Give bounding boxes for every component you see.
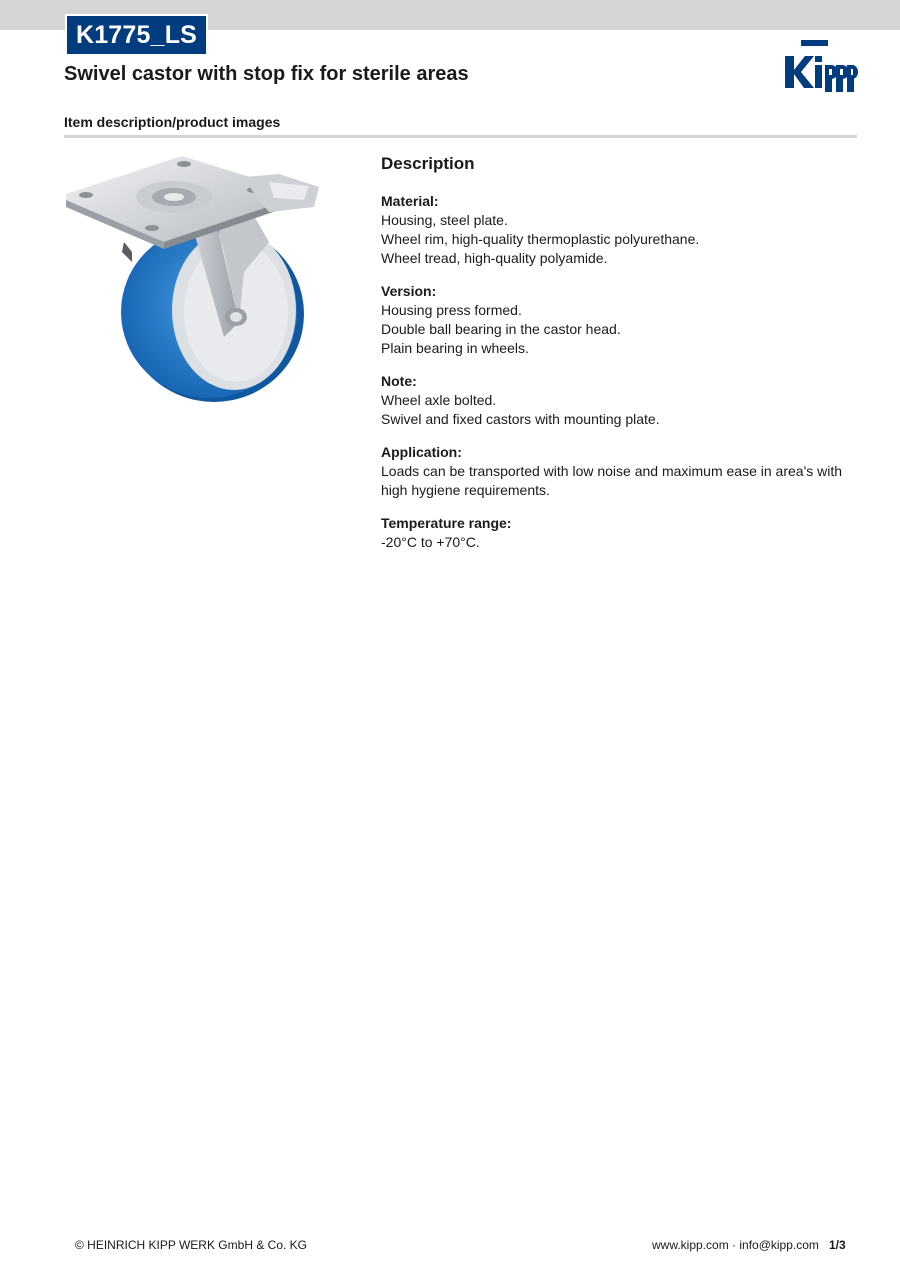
block-line: Double ball bearing in the castor head.: [381, 321, 621, 337]
footer-contact: www.kipp.com · info@kipp.com: [652, 1238, 819, 1252]
footer-copyright: © HEINRICH KIPP WERK GmbH & Co. KG: [75, 1238, 307, 1252]
block-label: Material:: [381, 193, 439, 209]
temperature-block: [381, 514, 851, 552]
block-label: Note:: [381, 373, 417, 389]
application-block: [381, 443, 851, 500]
block-line: Wheel tread, high-quality polyamide.: [381, 250, 608, 266]
block-line: Housing, steel plate.: [381, 212, 508, 228]
footer-page-number: 1/3: [829, 1238, 846, 1252]
block-line: -20°C to +70°C.: [381, 534, 480, 550]
block-line: Wheel rim, high-quality thermoplastic polyurethane.: [381, 231, 700, 247]
block-line: Wheel axle bolted.: [381, 392, 497, 408]
description-section: [381, 154, 851, 566]
page-title: Swivel castor with stop fix for sterile areas: [64, 63, 469, 85]
block-label: Application:: [381, 444, 462, 460]
kipp-logo-icon: [783, 38, 859, 92]
version-block: [381, 282, 851, 358]
description-title: Description: [381, 154, 475, 173]
block-label: Temperature range:: [381, 515, 512, 531]
article-code-badge: [65, 14, 208, 56]
swivel-castor-image: [64, 152, 326, 407]
block-line: Loads can be transported with low noise and maximum ease in area's with high hygiene requirements.: [381, 463, 843, 498]
article-code: K1775_LS: [75, 20, 198, 49]
note-block: [381, 372, 851, 429]
block-line: Housing press formed.: [381, 302, 522, 318]
block-label: Version:: [381, 283, 437, 299]
block-line: Plain bearing in wheels.: [381, 340, 529, 356]
section-label: Item description/product images: [64, 114, 281, 130]
section-divider: [64, 135, 857, 138]
block-line: Swivel and fixed castors with mounting plate.: [381, 411, 660, 427]
material-block: [381, 192, 851, 268]
